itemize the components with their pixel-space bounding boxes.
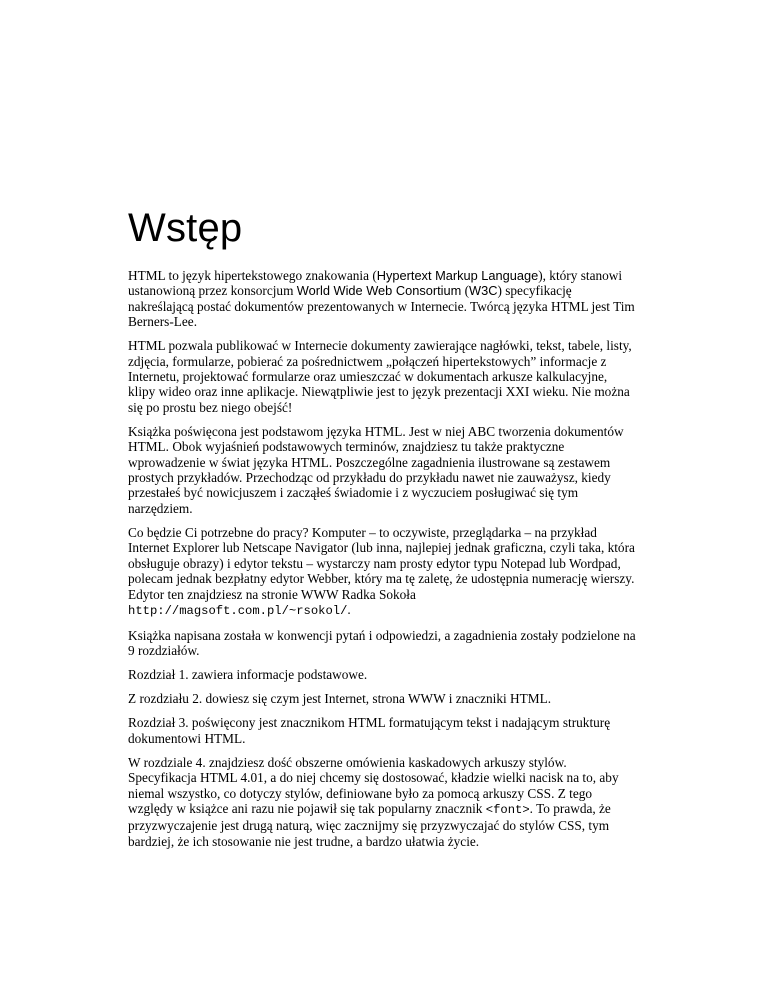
font-tag-code: <font> <box>485 802 530 817</box>
paragraph-structure: Książka napisana została w konwencji pytań i odpowiedzi, a zagadnienia zostały podzielone na 9 rozdziałów. <box>128 627 636 659</box>
editor-url: http://magsoft.com.pl/~rsokol/ <box>128 603 348 618</box>
term-hypertext-markup-language: Hypertext Markup Language <box>376 268 539 283</box>
text-run: . <box>347 601 351 617</box>
paragraph-intro <box>128 268 636 330</box>
paragraph-capabilities: HTML pozwala publikować w Internecie dokumenty zawierające nagłówki, tekst, tabele, listy, zdjęcia, formularze, pobierać za pośrednictwem „połączeń hipertekstowych” informacje z Internetu, projektować formularze oraz umieszczać w dokumentach arkusze kalkulacyjne, klipy wideo oraz inne aplikacje. Niewątpliwie jest to język prezentacji XXI wieku. Nie można się po prostu bez niego obejść! <box>128 338 632 415</box>
paragraph-book-scope: Książka poświęcona jest podstawom języka HTML. Jest w niej ABC tworzenia dokumentów HTML. Obok wyjaśnień podstawowych terminów, znajdziesz tu także praktyczne wprowadzenie w świat języka HTML. Poszczególne zagadnienia ilustrowane są zestawem prostych przykładów. Przechodząc od przykładu do przykładu nawet nie zauważysz, kiedy przestałeś być nowicjuszem i zacząłeś świadomie i z wyczuciem posługiwać się tym narzędziem. <box>128 423 624 516</box>
term-w3c: W3C <box>469 283 498 299</box>
text-run: ), który stanowi ustanowioną przez konsorcjum <box>128 268 623 299</box>
document-page <box>128 206 636 858</box>
paragraph-chapter-3: Rozdział 3. poświęcony jest znacznikom HTML formatującym tekst i nadającym strukturę dokumentowi HTML. <box>128 715 611 746</box>
text-run: ) specyfikację nakreślającą postać dokumentów prezentowanych w Internecie. Twórcą języka HTML jest Tim Berners-Lee. <box>128 283 635 330</box>
term-w3-consortium: World Wide Web Consortium <box>296 283 462 299</box>
text-run: ( <box>461 283 470 299</box>
text-run: W rozdziale 4. znajdziesz dość obszerne omówienia kaskadowych arkuszy stylów. Specyfikacja HTML 4.01, a do niej chcemy się dostosować, kładzie wielki nacisk na to, aby niemal wszystko, co dotyczy stylów, definiowane było za pomocą arkuszy CSS. Z tego względy w książce ani razu nie pojawił się tak popularny znacznik <box>128 754 619 816</box>
paragraph-chapter-1: Rozdział 1. zawiera informacje podstawowe. <box>128 667 368 683</box>
paragraph-chapter-2: Z rozdziału 2. dowiesz się czym jest Internet, strona WWW i znaczniki HTML. <box>128 691 552 707</box>
chapter-title: Wstęp <box>128 206 243 250</box>
text-run: . To prawda, że przyzwyczajenie jest drugą naturą, więc zacznijmy się przyzwyczajać do stylów CSS, tym bardziej, że ich stosowanie nie jest trudne, a bardzo ułatwia życie. <box>128 800 611 849</box>
text-run: Co będzie Ci potrzebne do pracy? Komputer – to oczywiste, przeglądarka – na przykład Internet Explorer lub Netscape Navigator (lub inna, najlepiej jednak graficzna, czyli taka, która obsługuje obrazy) i edytor tekstu – wystarczy nam prosty edytor typu Notepad lub Wordpad, polecam jednak bezpłatny edytor Webber, który ma tę zaletę, że udostępnia numerację wierszy. Edytor ten znajdziesz na stronie WWW Radka Sokoła <box>128 524 635 602</box>
paragraph-requirements <box>128 525 636 619</box>
text-run: HTML to język hipertekstowego znakowania ( <box>128 268 377 283</box>
paragraph-chapter-4 <box>128 755 636 849</box>
